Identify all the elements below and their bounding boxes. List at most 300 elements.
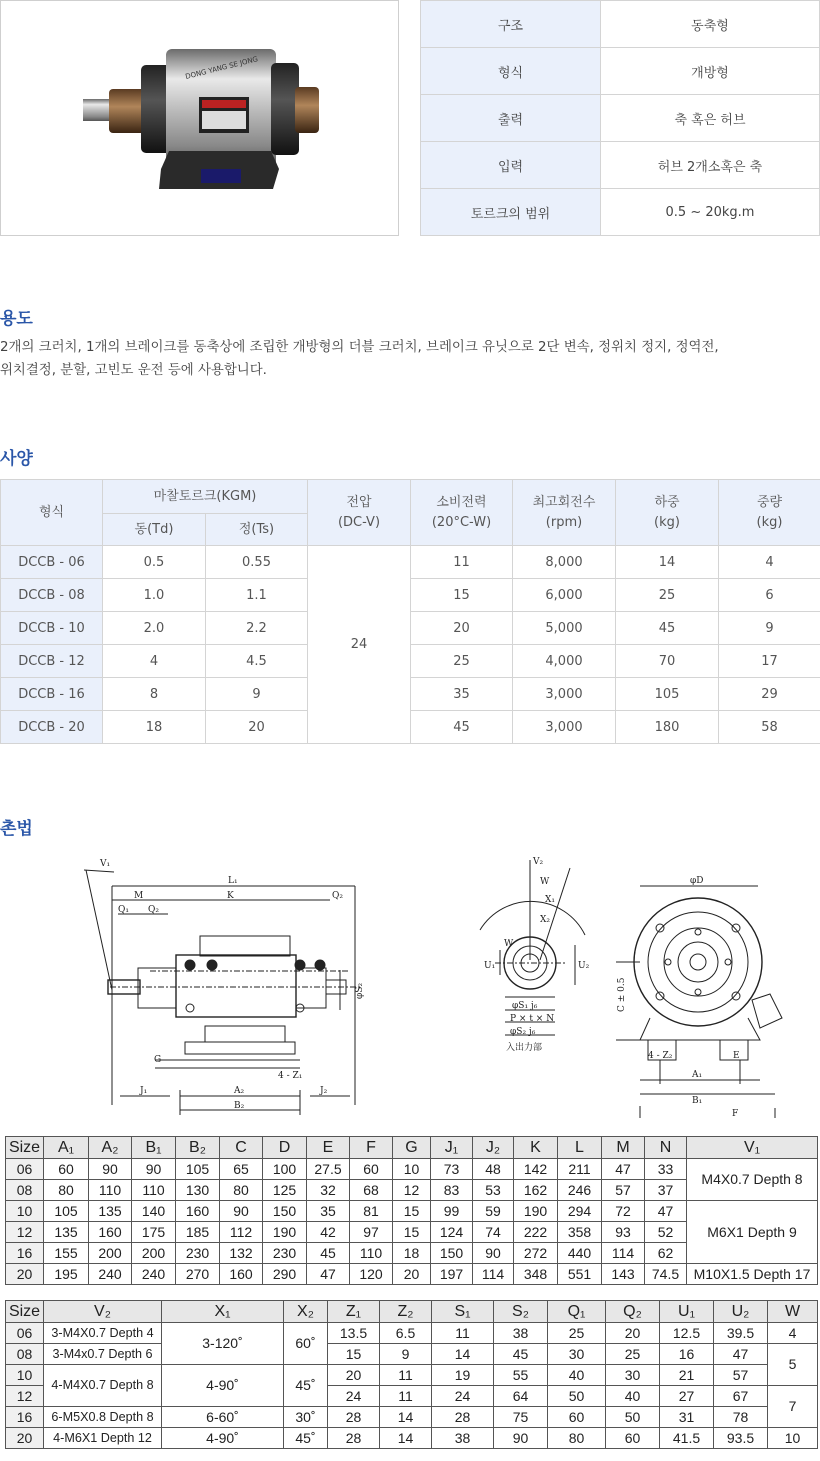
dim1-cell: 99 — [431, 1201, 473, 1222]
power-cell: 45 — [411, 711, 513, 744]
dim2-header: X₂ — [284, 1301, 328, 1323]
dim1-cell: 125 — [263, 1180, 307, 1201]
dim2-cell: 14 — [380, 1428, 432, 1449]
dim1-cell: 10 — [393, 1159, 431, 1180]
dim1-header: C — [220, 1137, 263, 1159]
dim2-cell: 28 — [328, 1407, 380, 1428]
label-j1: J₁ — [140, 1086, 148, 1096]
power-cell: 11 — [411, 546, 513, 579]
dim2-header: U₂ — [714, 1301, 768, 1323]
spec-row — [421, 189, 820, 236]
dim1-cell: 97 — [350, 1222, 393, 1243]
dim2-cell: 14 — [432, 1344, 494, 1365]
dim1-cell: 47 — [307, 1264, 350, 1285]
label-b1: B₁ — [692, 1096, 703, 1106]
dim1-cell: 110 — [132, 1180, 176, 1201]
dim1-cell: 348 — [514, 1264, 558, 1285]
label-a1: A₁ — [692, 1070, 703, 1080]
dim1-cell: 190 — [514, 1201, 558, 1222]
dim1-cell: 162 — [514, 1180, 558, 1201]
label-s2j: φS₂ j₆ — [510, 1027, 536, 1037]
specs-table — [0, 479, 820, 744]
dim1-cell: 73 — [431, 1159, 473, 1180]
usage-line-2: 위치결정, 분할, 고빈도 운전 등에 사용합니다. — [0, 363, 267, 378]
weight-cell: 4 — [719, 546, 820, 579]
load-cell: 45 — [616, 612, 719, 645]
static-torque-cell: 2.2 — [206, 612, 308, 645]
dim2-header: U₁ — [660, 1301, 714, 1323]
dim1-cell: 195 — [44, 1264, 89, 1285]
dim1-cell: 35 — [307, 1201, 350, 1222]
dim1-cell: 62 — [645, 1243, 687, 1264]
power-cell: 20 — [411, 612, 513, 645]
usage-title: 용도 — [0, 309, 33, 329]
dim1-cell: 15 — [393, 1201, 431, 1222]
label-q2: Q₂ — [148, 905, 159, 915]
label-j2: J₂ — [320, 1086, 328, 1096]
rpm-cell: 4,000 — [513, 645, 616, 678]
label-z1: 4 - Z₁ — [278, 1071, 303, 1081]
dim1-cell: 114 — [473, 1264, 514, 1285]
dim1-cell: 290 — [263, 1264, 307, 1285]
label-w: W — [540, 877, 550, 887]
dim1-cell: 90 — [132, 1159, 176, 1180]
header-static: 정(Ts) — [206, 514, 308, 546]
dim2-cell: 60 — [548, 1407, 606, 1428]
dim1-cell: 105 — [176, 1159, 220, 1180]
table-row — [6, 1159, 818, 1180]
product-photo-frame — [0, 0, 399, 236]
dim2-header: S₂ — [494, 1301, 548, 1323]
dim1-cell: 140 — [132, 1201, 176, 1222]
label-g: G — [154, 1055, 162, 1065]
size-cell: 06 — [6, 1159, 44, 1180]
table-row — [6, 1201, 818, 1222]
dim1-cell: 240 — [89, 1264, 132, 1285]
dynamic-torque-cell: 2.0 — [103, 612, 206, 645]
dim1-cell: 160 — [89, 1222, 132, 1243]
dim2-cell: 67 — [714, 1386, 768, 1407]
dimensions-title: 촌법 — [0, 819, 33, 839]
table-row — [1, 711, 820, 744]
v2-cell: 4-M6X1 Depth 12 — [44, 1428, 162, 1449]
label-io: 入出力部 — [506, 1043, 543, 1053]
dim2-cell: 11 — [432, 1323, 494, 1344]
dim1-cell: 60 — [350, 1159, 393, 1180]
dim1-header: M — [602, 1137, 645, 1159]
dim2-cell: 78 — [714, 1407, 768, 1428]
dim2-cell: 11 — [380, 1365, 432, 1386]
table-row — [1, 645, 820, 678]
dim2-cell: 38 — [494, 1323, 548, 1344]
rpm-cell: 5,000 — [513, 612, 616, 645]
dim1-cell: 185 — [176, 1222, 220, 1243]
dim1-cell: 130 — [176, 1180, 220, 1201]
size-cell: 20 — [6, 1428, 44, 1449]
dim2-cell: 40 — [606, 1386, 660, 1407]
dim2-header: V₂ — [44, 1301, 162, 1323]
dim1-cell: 160 — [220, 1264, 263, 1285]
dim1-cell: 80 — [44, 1180, 89, 1201]
dim1-cell: 551 — [558, 1264, 602, 1285]
dim1-cell: 155 — [44, 1243, 89, 1264]
rpm-cell: 8,000 — [513, 546, 616, 579]
dim2-cell: 93.5 — [714, 1428, 768, 1449]
load-cell: 180 — [616, 711, 719, 744]
dim1-cell: 200 — [132, 1243, 176, 1264]
v2-cell: 3-M4X0.7 Depth 4 — [44, 1323, 162, 1344]
dim1-header: Size — [6, 1137, 44, 1159]
w-cell: 7 — [768, 1386, 818, 1428]
dim2-cell: 57 — [714, 1365, 768, 1386]
size-cell: 12 — [6, 1386, 44, 1407]
label-v1: V₁ — [100, 859, 111, 869]
dim1-cell: 45 — [307, 1243, 350, 1264]
spec-label: 출력 — [421, 95, 601, 142]
dim1-cell: 74 — [473, 1222, 514, 1243]
model-cell: DCCB - 08 — [1, 579, 103, 612]
dim1-cell: 120 — [350, 1264, 393, 1285]
label-k: K — [227, 891, 234, 901]
voltage-cell: 24 — [308, 546, 411, 744]
dim2-cell: 25 — [606, 1344, 660, 1365]
dim1-header: J₂ — [473, 1137, 514, 1159]
spec-table — [420, 0, 820, 236]
power-cell: 35 — [411, 678, 513, 711]
dim1-cell: 150 — [431, 1243, 473, 1264]
dim1-cell: 160 — [176, 1201, 220, 1222]
dim1-cell: 110 — [350, 1243, 393, 1264]
x2-cell: 45˚ — [284, 1365, 328, 1407]
dim1-cell: 222 — [514, 1222, 558, 1243]
dim1-cell: 150 — [263, 1201, 307, 1222]
dim2-header: Q₂ — [606, 1301, 660, 1323]
table-row — [1, 612, 820, 645]
x2-cell: 30˚ — [284, 1407, 328, 1428]
dim1-cell: 175 — [132, 1222, 176, 1243]
dim1-cell: 59 — [473, 1201, 514, 1222]
end-view — [480, 857, 590, 1053]
label-x1: X₁ — [545, 895, 556, 905]
static-torque-cell: 4.5 — [206, 645, 308, 678]
dim1-cell: 27.5 — [307, 1159, 350, 1180]
dim2-cell: 15 — [328, 1344, 380, 1365]
header-power: 소비전력 (20°C-W) — [411, 480, 513, 546]
label-pn: P × t × N — [510, 1014, 555, 1024]
spec-value: 축 혹은 허브 — [601, 95, 820, 142]
dim1-header: E — [307, 1137, 350, 1159]
dim2-header-row — [6, 1301, 818, 1323]
dim2-cell: 39.5 — [714, 1323, 768, 1344]
label-l1: L₁ — [228, 876, 238, 886]
dim1-header: V₁ — [687, 1137, 818, 1159]
v1-cell: M6X1 Depth 9 — [687, 1201, 818, 1264]
size-cell: 10 — [6, 1365, 44, 1386]
spec-row — [421, 1, 820, 48]
dim1-cell: 200 — [89, 1243, 132, 1264]
dim2-cell: 24 — [432, 1386, 494, 1407]
table-row — [6, 1365, 818, 1386]
dim2-header: Size — [6, 1301, 44, 1323]
dim1-cell: 12 — [393, 1180, 431, 1201]
dim2-cell: 27 — [660, 1386, 714, 1407]
dynamic-torque-cell: 1.0 — [103, 579, 206, 612]
dim2-cell: 28 — [432, 1407, 494, 1428]
dim1-cell: 32 — [307, 1180, 350, 1201]
dim2-cell: 40 — [548, 1365, 606, 1386]
dim1-cell: 48 — [473, 1159, 514, 1180]
size-cell: 10 — [6, 1201, 44, 1222]
dim1-cell: 83 — [431, 1180, 473, 1201]
x1-cell: 3-120˚ — [162, 1323, 284, 1365]
dim1-cell: 124 — [431, 1222, 473, 1243]
dim1-cell: 72 — [602, 1201, 645, 1222]
label-m: M — [134, 891, 144, 901]
usage-line-1: 2개의 크러치, 1개의 브레이크를 동축상에 조립한 개방형의 더블 크러치, 브레이크 유닛으로 2단 변속, 정위치 정지, 정역전, — [0, 340, 719, 355]
dim1-header: B₁ — [132, 1137, 176, 1159]
x2-cell: 45˚ — [284, 1428, 328, 1449]
static-torque-cell: 9 — [206, 678, 308, 711]
dim2-cell: 55 — [494, 1365, 548, 1386]
dim2-cell: 60 — [606, 1428, 660, 1449]
dim1-cell: 230 — [263, 1243, 307, 1264]
model-cell: DCCB - 16 — [1, 678, 103, 711]
dim2-cell: 31 — [660, 1407, 714, 1428]
header-model: 형식 — [1, 480, 103, 546]
dim2-cell: 64 — [494, 1386, 548, 1407]
dim1-cell: 270 — [176, 1264, 220, 1285]
x2-cell: 60˚ — [284, 1323, 328, 1365]
header-dynamic: 동(Td) — [103, 514, 206, 546]
dim2-cell: 30 — [548, 1344, 606, 1365]
w-cell: 4 — [768, 1323, 818, 1344]
size-cell: 06 — [6, 1323, 44, 1344]
dim1-cell: 90 — [220, 1201, 263, 1222]
dim2-cell: 47 — [714, 1344, 768, 1365]
dim2-cell: 13.5 — [328, 1323, 380, 1344]
dim1-header: D — [263, 1137, 307, 1159]
dim1-cell: 105 — [44, 1201, 89, 1222]
dim2-cell: 75 — [494, 1407, 548, 1428]
label-u1: U₁ — [484, 961, 496, 971]
spec-row — [421, 48, 820, 95]
dimension-drawing — [0, 850, 820, 1132]
weight-cell: 17 — [719, 645, 820, 678]
static-torque-cell: 1.1 — [206, 579, 308, 612]
dim1-cell: 60 — [44, 1159, 89, 1180]
v2-cell: 4-M4X0.7 Depth 8 — [44, 1365, 162, 1407]
dynamic-torque-cell: 8 — [103, 678, 206, 711]
label-d: φD — [690, 876, 704, 886]
weight-cell: 6 — [719, 579, 820, 612]
label-a2: A₂ — [234, 1086, 245, 1096]
model-cell: DCCB - 20 — [1, 711, 103, 744]
dim1-cell: 135 — [44, 1222, 89, 1243]
dim1-cell: 57 — [602, 1180, 645, 1201]
label-u2: U₂ — [578, 961, 590, 971]
header-torque: 마찰토르크(KGM) — [103, 480, 308, 514]
spec-label: 구조 — [421, 1, 601, 48]
table-row — [1, 579, 820, 612]
dim2-header: Z₁ — [328, 1301, 380, 1323]
dim1-cell: 74.5 — [645, 1264, 687, 1285]
dim1-cell: 47 — [645, 1201, 687, 1222]
spec-label: 입력 — [421, 142, 601, 189]
dim1-cell: 114 — [602, 1243, 645, 1264]
dim2-cell: 12.5 — [660, 1323, 714, 1344]
table-row — [6, 1407, 818, 1428]
model-cell: DCCB - 12 — [1, 645, 103, 678]
label-b2: B₂ — [234, 1101, 245, 1111]
size-cell: 16 — [6, 1243, 44, 1264]
header-rpm: 최고회전수 (rpm) — [513, 480, 616, 546]
dim2-cell: 20 — [606, 1323, 660, 1344]
model-cell: DCCB - 10 — [1, 612, 103, 645]
dim2-cell: 30 — [606, 1365, 660, 1386]
dim1-cell: 211 — [558, 1159, 602, 1180]
model-cell: DCCB - 06 — [1, 546, 103, 579]
v1-cell: M10X1.5 Depth 17 — [687, 1264, 818, 1285]
side-view — [84, 859, 365, 1115]
x1-cell: 4-90˚ — [162, 1428, 284, 1449]
dim2-cell: 90 — [494, 1428, 548, 1449]
dim2-cell: 19 — [432, 1365, 494, 1386]
dim1-cell: 440 — [558, 1243, 602, 1264]
size-cell: 20 — [6, 1264, 44, 1285]
spec-row — [421, 95, 820, 142]
dim1-header: K — [514, 1137, 558, 1159]
dim2-header: Z₂ — [380, 1301, 432, 1323]
table-row — [6, 1323, 818, 1344]
dim2-cell: 16 — [660, 1344, 714, 1365]
dim1-cell: 52 — [645, 1222, 687, 1243]
dynamic-torque-cell: 18 — [103, 711, 206, 744]
dim1-cell: 18 — [393, 1243, 431, 1264]
dim2-header: X₁ — [162, 1301, 284, 1323]
size-cell: 16 — [6, 1407, 44, 1428]
dim1-cell: 20 — [393, 1264, 431, 1285]
dynamic-torque-cell: 4 — [103, 645, 206, 678]
usage-text — [0, 336, 800, 382]
rpm-cell: 6,000 — [513, 579, 616, 612]
table-row — [1, 546, 820, 579]
dim1-header-row — [6, 1137, 818, 1159]
dim1-header: A₁ — [44, 1137, 89, 1159]
size-cell: 08 — [6, 1344, 44, 1365]
dynamic-torque-cell: 0.5 — [103, 546, 206, 579]
dim1-cell: 100 — [263, 1159, 307, 1180]
weight-cell: 29 — [719, 678, 820, 711]
spec-row — [421, 142, 820, 189]
spec-label: 토르크의 범위 — [421, 189, 601, 236]
dim2-header: S₁ — [432, 1301, 494, 1323]
header-voltage: 전압 (DC-V) — [308, 480, 411, 546]
dim2-cell: 24 — [328, 1386, 380, 1407]
load-cell: 105 — [616, 678, 719, 711]
dim2-cell: 45 — [494, 1344, 548, 1365]
spec-value: 개방형 — [601, 48, 820, 95]
front-view — [616, 876, 782, 1119]
size-cell: 08 — [6, 1180, 44, 1201]
photo-label: DONG YANG SE JONG — [184, 55, 259, 81]
dim2-cell: 6.5 — [380, 1323, 432, 1344]
dim1-cell: 132 — [220, 1243, 263, 1264]
w-cell: 10 — [768, 1428, 818, 1449]
dim2-cell: 28 — [328, 1428, 380, 1449]
dim1-header: L — [558, 1137, 602, 1159]
label-x2: X₂ — [540, 915, 551, 925]
weight-cell: 9 — [719, 612, 820, 645]
label-e: E — [733, 1051, 740, 1061]
w-cell: 5 — [768, 1344, 818, 1386]
load-cell: 25 — [616, 579, 719, 612]
label-w2: W — [504, 939, 514, 949]
size-cell: 12 — [6, 1222, 44, 1243]
x1-cell: 6-60˚ — [162, 1407, 284, 1428]
dim1-header: B₂ — [176, 1137, 220, 1159]
dim1-cell: 65 — [220, 1159, 263, 1180]
dimension-table-2 — [5, 1300, 818, 1449]
dim1-cell: 294 — [558, 1201, 602, 1222]
dim2-header: W — [768, 1301, 818, 1323]
v2-cell: 6-M5X0.8 Depth 8 — [44, 1407, 162, 1428]
dim2-cell: 50 — [548, 1386, 606, 1407]
dim1-cell: 358 — [558, 1222, 602, 1243]
power-cell: 15 — [411, 579, 513, 612]
dim1-cell: 15 — [393, 1222, 431, 1243]
dim1-cell: 37 — [645, 1180, 687, 1201]
label-z2: 4 - Z₂ — [648, 1051, 673, 1061]
table-row — [6, 1264, 818, 1285]
dim1-cell: 53 — [473, 1180, 514, 1201]
dim1-cell: 33 — [645, 1159, 687, 1180]
dim1-cell: 42 — [307, 1222, 350, 1243]
label-s1: φS₁ j₆ — [512, 1001, 538, 1011]
product-photo — [1, 1, 400, 237]
dim1-cell: 135 — [89, 1201, 132, 1222]
dim1-cell: 142 — [514, 1159, 558, 1180]
dim1-header: F — [350, 1137, 393, 1159]
dim1-cell: 47 — [602, 1159, 645, 1180]
dim1-cell: 272 — [514, 1243, 558, 1264]
dim1-cell: 143 — [602, 1264, 645, 1285]
label-v2: V₂ — [533, 857, 544, 867]
x1-cell: 4-90˚ — [162, 1365, 284, 1407]
table-row — [6, 1428, 818, 1449]
dim1-cell: 246 — [558, 1180, 602, 1201]
dim2-cell: 41.5 — [660, 1428, 714, 1449]
rpm-cell: 3,000 — [513, 711, 616, 744]
dim1-cell: 81 — [350, 1201, 393, 1222]
dim1-cell: 230 — [176, 1243, 220, 1264]
label-f: F — [732, 1109, 739, 1119]
dimension-table-1 — [5, 1136, 818, 1285]
dim2-cell: 38 — [432, 1428, 494, 1449]
dim1-cell: 90 — [473, 1243, 514, 1264]
label-s2: φS₂ — [355, 982, 365, 999]
v2-cell: 3-M4x0.7 Depth 6 — [44, 1344, 162, 1365]
dim1-header: A₂ — [89, 1137, 132, 1159]
dim1-cell: 80 — [220, 1180, 263, 1201]
dim1-cell: 68 — [350, 1180, 393, 1201]
static-torque-cell: 0.55 — [206, 546, 308, 579]
spec-value: 0.5 ~ 20kg.m — [601, 189, 820, 236]
specs-title: 사양 — [0, 449, 33, 469]
dim2-cell: 20 — [328, 1365, 380, 1386]
dim1-cell: 240 — [132, 1264, 176, 1285]
load-cell: 14 — [616, 546, 719, 579]
dim1-header: G — [393, 1137, 431, 1159]
